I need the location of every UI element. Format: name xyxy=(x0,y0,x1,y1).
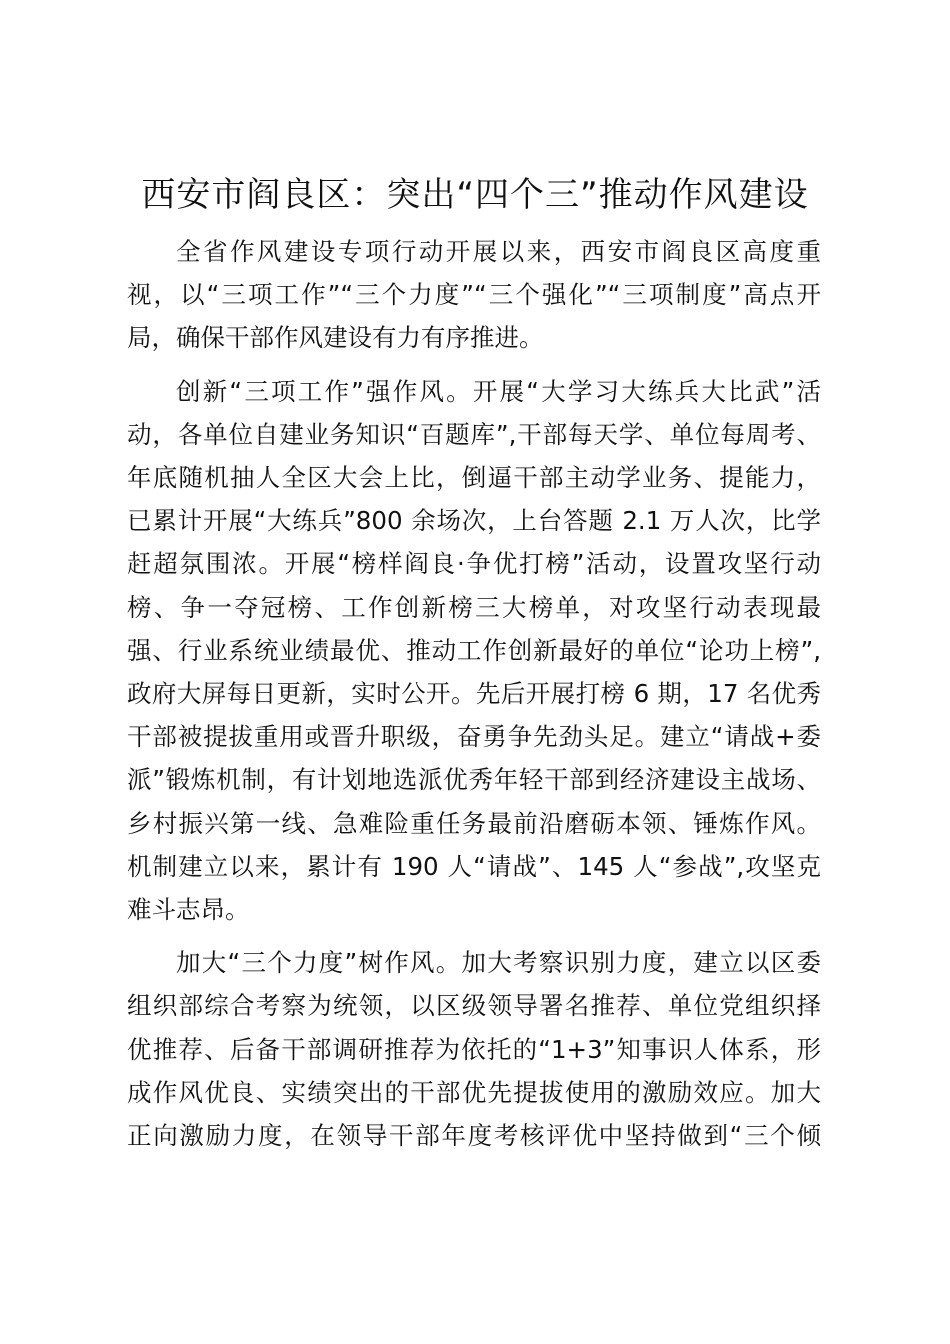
text-line: 全省作风建设专项行动开展以来，西安市阎良区高度重 xyxy=(176,237,821,266)
text-line: 组织部综合考察为统领，以区级领导署名推荐、单位党组织择 xyxy=(127,991,821,1021)
text-line: 榜、争一夺冠榜、工作创新榜三大榜单，对攻坚行动表现最 xyxy=(127,592,821,622)
text-line: 年底随机抽人全区大会上比，倒逼干部主动学业务、提能力， xyxy=(127,463,821,493)
text-line: 加大“三个力度”树作风。加大考察识别力度，建立以区委 xyxy=(176,948,821,978)
text-line: 强、行业系统业绩最优、推动工作创新最好的单位“论功上榜”, xyxy=(127,635,821,665)
text-line: 创新“三项工作”强作风。开展“大学习大练兵大比武”活 xyxy=(176,376,821,406)
text-line: 派”锻炼机制，有计划地选派优秀年轻干部到经济建设主战场、 xyxy=(127,765,821,795)
text-line: 赶超氛围浓。开展“榜样阎良·争优打榜”活动，设置攻坚行动 xyxy=(127,549,821,579)
text-line: 正向激励力度，在领导干部年度考核评优中坚持做到“三个倾 xyxy=(127,1121,821,1151)
text-line: 成作风优良、实绩突出的干部优先提拔使用的激励效应。加大 xyxy=(127,1077,821,1107)
text-line: 优推荐、后备干部调研推荐为依托的“1+3”知事识人体系，形 xyxy=(127,1034,821,1064)
document-body xyxy=(127,230,821,1167)
document-title: 西安市阎良区：突出“四个三”推动作风建设 xyxy=(141,175,809,215)
paragraph-3 xyxy=(127,941,821,1157)
text-line: 已累计开展“大练兵”800 余场次，上台答题 2.1 万人次，比学 xyxy=(127,506,821,536)
text-line: 干部被提拔重用或晋升职级，奋勇争先劲头足。建立“请战+委 xyxy=(127,722,821,752)
text-line: 视，以“三项工作”“三个力度”“三个强化”“三项制度”高点开 xyxy=(127,280,821,310)
text-line: 动，各单位自建业务知识“百题库”,干部每天学、单位每周考、 xyxy=(127,419,821,449)
text-line: 局，确保干部作风建设有力有序推进。 xyxy=(127,323,544,353)
text-line: 乡村振兴第一线、急难险重任务最前沿磨砺本领、锤炼作风。 xyxy=(127,808,821,838)
paragraph-2 xyxy=(127,370,821,932)
paragraph-1 xyxy=(127,230,821,360)
text-line: 机制建立以来，累计有 190 人“请战”、145 人“参战”,攻坚克 xyxy=(127,851,821,881)
text-line: 政府大屏每日更新，实时公开。先后开展打榜 6 期，17 名优秀 xyxy=(127,679,821,709)
text-line: 难斗志昂。 xyxy=(127,895,250,925)
